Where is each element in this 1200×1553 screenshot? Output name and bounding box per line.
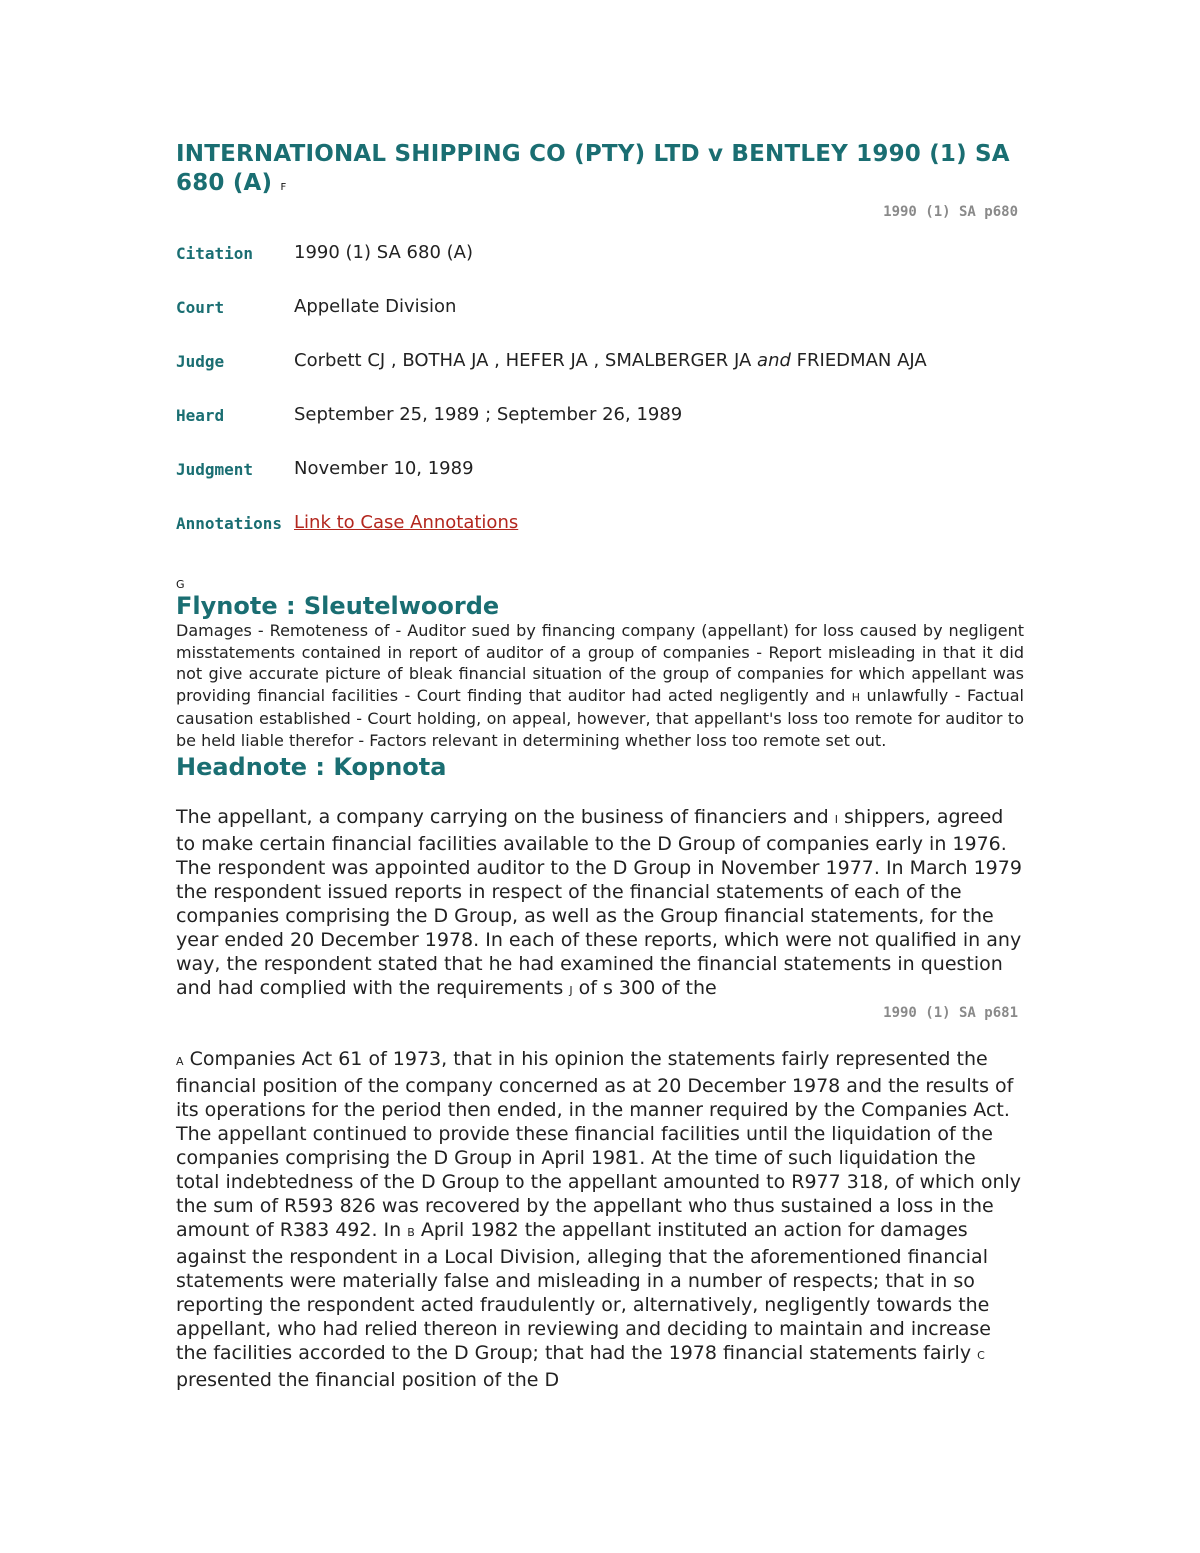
annotations-row xyxy=(176,512,1024,566)
flynote-text-a: Damages - Remoteness of - Auditor sued by financing company (appellant) for loss caused by negligent misstatements contained in report of auditor of a group of companies - Report misleading in that it did not give accurate picture of bleak financial situation of the group of companies for which appellant was providing financial facilities - Court finding that auditor had acted negligently and xyxy=(176,621,1024,705)
judge-and: and xyxy=(757,350,791,371)
headnote-paragraph-1 xyxy=(176,805,1024,1003)
judge-names-b: FRIEDMAN AJA xyxy=(790,350,927,371)
margin-marker-g: G xyxy=(176,578,185,591)
para2-text-c: presented the financial position of the D xyxy=(176,1369,560,1391)
judge-row xyxy=(176,350,1024,404)
para1-text-c: of s 300 of the xyxy=(572,977,717,999)
margin-marker-j: J xyxy=(569,984,573,997)
flynote-text xyxy=(176,620,1024,751)
citation-row xyxy=(176,242,1024,296)
judge-names-a: Corbett CJ , BOTHA JA , HEFER JA , SMALBERGER JA xyxy=(294,350,758,371)
document-page xyxy=(176,140,1024,1392)
headnote-paragraph-2 xyxy=(176,1047,1024,1392)
margin-marker-b: B xyxy=(407,1226,415,1239)
para2-text-a: Companies Act 61 of 1973, that in his opinion the statements fairly represented the financial position of the company concerned as at 20 December 1978 and the results of its operations for the period then ended, in the manner required by the Companies Act. The appellant continued to provide these financial facilities until the liquidation of the companies comprising the D Group in April 1981. At the time of such liquidation the total indebtedness of the D Group to the appellant amounted to R977 318, of which only the sum of R593 826 was recovered by the appellant who thus sustained a loss in the amount of R383 492. In xyxy=(176,1048,1022,1241)
judgment-row xyxy=(176,458,1024,512)
case-metadata xyxy=(176,242,1024,566)
citation-label: Citation xyxy=(176,244,254,263)
court-row xyxy=(176,296,1024,350)
title-marker: F xyxy=(280,182,287,193)
judgment-value: November 10, 1989 xyxy=(294,458,474,479)
flynote-heading: Flynote : Sleutelwoorde xyxy=(176,592,500,620)
margin-marker-h: H xyxy=(851,690,861,704)
citation-value: 1990 (1) SA 680 (A) xyxy=(294,242,473,263)
case-annotations-link[interactable]: Link to Case Annotations xyxy=(294,512,519,533)
margin-marker-i: I xyxy=(834,813,838,826)
para1-text-a: The appellant, a company carrying on the business of financiers and xyxy=(176,806,835,828)
page-reference: 1990 (1) SA p680 xyxy=(883,204,1018,220)
judge-value xyxy=(294,350,927,371)
case-title xyxy=(176,140,1024,202)
heard-label: Heard xyxy=(176,406,225,425)
court-label: Court xyxy=(176,298,225,317)
heard-row xyxy=(176,404,1024,458)
flynote-text-b: unlawfully - Factual causation established - Court holding, on appeal, however, that appellant's loss too remote for auditor to be held liable therefor - Factors relevant in determining whether loss too remote set out. xyxy=(176,685,1024,750)
judgment-label: Judgment xyxy=(176,460,254,479)
para2-text-b: April 1982 the appellant instituted an action for damages against the respondent in a Local Division, alleging that the aforementioned financial statements were materially false and misleading in a number of respects; that in so reporting the respondent acted fraudulently or, alternatively, negligently towards the appellant, who had relied thereon in reviewing and deciding to maintain and increase the facilities accorded to the D Group; that had the 1978 financial statements fairly xyxy=(176,1219,991,1364)
para1-text-b: shippers, agreed to make certain financial facilities available to the D Group of companies early in 1976. The respondent was appointed auditor to the D Group in November 1977. In March 1979 the respondent issued reports in respect of the financial statements of each of the companies comprising the D Group, as well as the Group financial statements, for the year ended 20 December 1978. In each of these reports, which were not qualified in any way, the respondent stated that he had examined the financial statements in question and had complied with the requirements xyxy=(176,806,1022,999)
annotations-value xyxy=(294,512,518,533)
case-title-text: INTERNATIONAL SHIPPING CO (PTY) LTD v BENTLEY 1990 (1) SA 680 (A) xyxy=(176,141,1010,196)
heard-value: September 25, 1989 ; September 26, 1989 xyxy=(294,404,683,425)
judge-label: Judge xyxy=(176,352,225,371)
margin-marker-a: A xyxy=(176,1055,184,1068)
headnote-heading: Headnote : Kopnota xyxy=(176,753,447,781)
court-value: Appellate Division xyxy=(294,296,457,317)
page-reference-2: 1990 (1) SA p681 xyxy=(883,1005,1018,1021)
annotations-label: Annotations xyxy=(176,514,282,533)
margin-marker-c: C xyxy=(977,1349,985,1362)
